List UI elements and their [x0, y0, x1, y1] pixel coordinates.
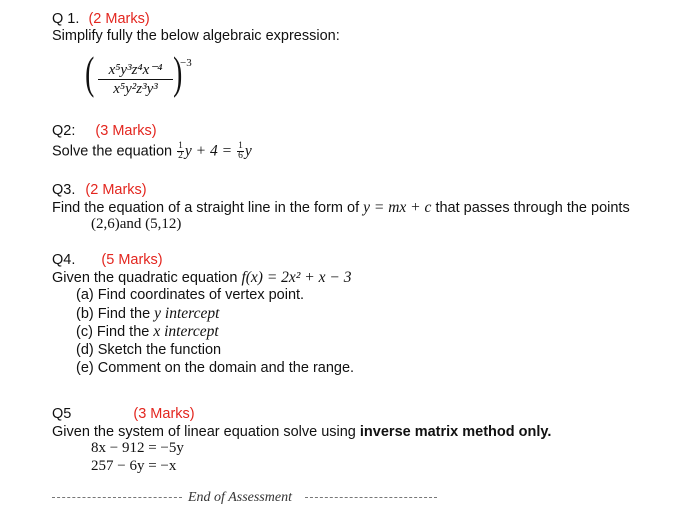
q5-header [52, 406, 195, 422]
q3-header [52, 182, 147, 198]
q4-item-a-text: (a) Find coordinates of vertex point. [76, 287, 305, 303]
q2-equation-line [52, 142, 252, 161]
q1-denominator: x⁵y²z³y³ [113, 81, 158, 97]
q2-label: Q2: [52, 123, 76, 139]
q5-prompt: Given the system of linear equation solve using [52, 424, 356, 440]
q4-label: Q4. [52, 252, 76, 268]
q2-sixth-numerator: 1 [238, 141, 243, 151]
q3-formula: y = mx + c [363, 199, 432, 216]
q4-item-b-text: (b) Find the [76, 306, 155, 322]
q5-equation-2: 257 − 6y = −x [91, 458, 177, 474]
q3-suffix: that passes through the points [435, 200, 630, 216]
q5-equation-1: 8x − 912 = −5y [91, 440, 184, 456]
q2-half-denominator: 2 [178, 151, 183, 161]
q5-marks: (3 Marks) [133, 406, 195, 422]
q4-marks: (5 Marks) [101, 252, 163, 268]
q3-label: Q3. [52, 182, 76, 198]
q4-item-c-text: (c) Find the [76, 324, 154, 340]
q3-points: (2,6)and (5,12) [91, 216, 182, 232]
q5-prompt-line [52, 424, 551, 440]
footer-rule-right [305, 497, 437, 498]
q1-marks: (2 Marks) [88, 11, 150, 27]
q1-header [52, 11, 150, 27]
q1-fraction [98, 62, 173, 99]
footer-text: End of Assessment [188, 490, 292, 505]
q2-end: y [244, 142, 252, 160]
q2-half-numerator: 1 [178, 141, 183, 151]
q4-prompt: Given the quadratic equation [52, 270, 238, 286]
q4-item-a [76, 287, 304, 303]
q4-item-e [76, 360, 354, 376]
q4-item-c [76, 323, 219, 341]
q1-label: Q 1. [52, 11, 80, 27]
q4-item-e-text: (e) Comment on the domain and the range. [76, 360, 355, 376]
q4-header [52, 252, 163, 268]
q5-label: Q5 [52, 406, 72, 422]
q1-left-paren: ( [85, 47, 95, 98]
q1-exponent: −3 [180, 57, 192, 69]
q2-sixth-denominator: 6 [238, 151, 243, 161]
q3-prompt-line [52, 199, 630, 217]
q4-prompt-line [52, 269, 351, 287]
q3-marks: (2 Marks) [85, 182, 147, 198]
q4-item-d-text: (d) Sketch the function [76, 342, 222, 358]
q4-item-c-math: x intercept [153, 323, 219, 340]
footer-rule-left [52, 497, 182, 498]
q1-numerator: x⁵y³z⁴x⁻⁴ [98, 62, 173, 80]
q2-mid: y + 4 = [184, 142, 233, 160]
q2-header [52, 123, 157, 139]
q4-item-b [76, 305, 219, 323]
q2-fraction-half [177, 142, 184, 161]
q2-marks: (3 Marks) [95, 123, 157, 139]
q2-prompt: Solve the equation [52, 143, 173, 160]
q5-method: inverse matrix method only. [359, 424, 552, 440]
q1-right-paren: ) [173, 47, 183, 98]
q3-prompt: Find the equation of a straight line in the form of [52, 200, 360, 216]
q4-item-b-math: y intercept [154, 305, 220, 322]
q1-prompt: Simplify fully the below algebraic expression: [52, 28, 340, 44]
q2-fraction-sixth [237, 142, 244, 161]
q4-function: f(x) = 2x² + x − 3 [241, 269, 352, 286]
q4-item-d [76, 342, 221, 358]
